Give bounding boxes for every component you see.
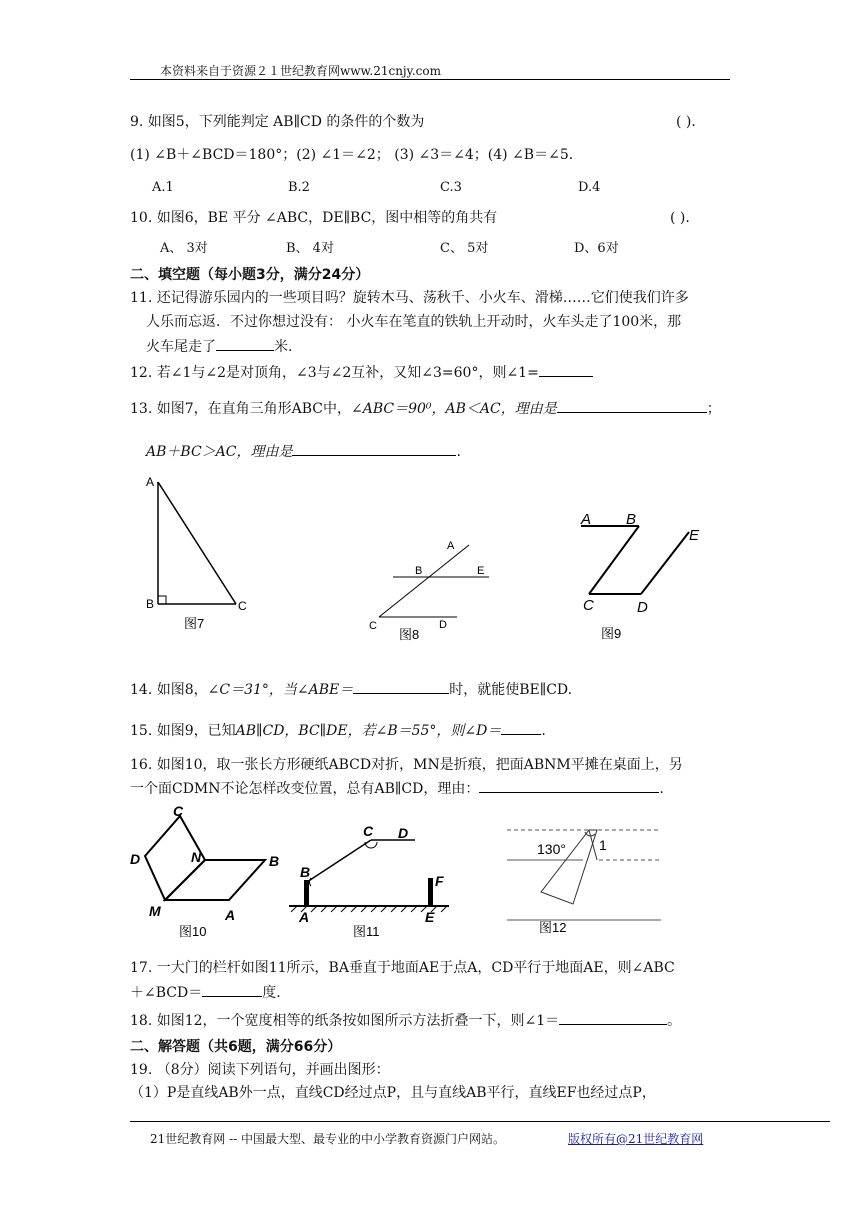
footer-copyright-link[interactable] <box>568 1130 703 1147</box>
q14-blank[interactable] <box>353 679 449 694</box>
q11-suffix: 米. <box>274 339 293 355</box>
q17-line2 <box>130 982 281 1003</box>
fig8-label-d: D <box>439 619 447 631</box>
q10-option-c: C、 5对 <box>440 241 489 256</box>
q13-inequality: AB＋BC＞AC，理由是 <box>146 444 293 460</box>
q9-option-c: C.3 <box>440 180 462 195</box>
fig9-caption: 图9 <box>601 626 622 641</box>
q17-prefix: ＋∠BCD＝ <box>130 985 203 1001</box>
q11-line3 <box>146 336 292 357</box>
fig8-caption: 图8 <box>399 627 420 642</box>
footer-rule <box>130 1121 830 1122</box>
q11-blank[interactable] <box>216 336 274 351</box>
fig7-side-ac <box>158 482 236 604</box>
fig7-label-a: A <box>146 475 155 489</box>
q13-blank-1[interactable] <box>557 398 707 413</box>
q10-stem: 10. 如图6，BE 平分 ∠ABC，DE∥BC，图中相等的角共有 <box>130 210 498 226</box>
q18-suffix: 。 <box>667 1013 682 1029</box>
q19-line2: （1）P是直线AB外一点，直线CD经过点P，且与直线AB平行，直线EF也经过点P， <box>130 1085 656 1101</box>
q16-blank[interactable] <box>479 778 659 793</box>
fig7-caption: 图7 <box>184 616 205 631</box>
fig10-label-c: C <box>173 803 184 819</box>
q14-condition: ∠C＝31°，当∠ABE＝ <box>207 682 354 698</box>
q13-conditions: ∠ABC＝90⁰，AB＜AC，理由是 <box>351 401 557 417</box>
q9-option-d: D.4 <box>578 180 601 195</box>
fig8-label-e: E <box>477 565 485 577</box>
q13-semicolon: ； <box>706 401 721 417</box>
fig8-label-a: A <box>447 540 455 552</box>
q9-paren: ( ). <box>676 114 696 130</box>
q16-text: 一个面CDMN不论怎样改变位置，总有AB∥CD，理由： <box>130 781 480 797</box>
fig12-angle-1-label: 1 <box>599 837 607 853</box>
q15-intro: 15. 如图9，已知 <box>130 723 236 739</box>
fig10-label-a: A <box>225 907 236 923</box>
q9-stem: 9. 如图5，下列能判定 AB∥CD 的条件的个数为 <box>130 114 425 130</box>
fig9-label-c: C <box>583 597 594 614</box>
q17-suffix: 度. <box>262 985 281 1001</box>
q9-option-b: B.2 <box>288 180 310 195</box>
fig10-label-n: N <box>191 849 202 865</box>
fig11-label-b: B <box>300 864 311 880</box>
q14-intro: 14. 如图8， <box>130 682 208 698</box>
q10-option-a: A、 3对 <box>160 241 208 256</box>
q13-line1 <box>130 398 721 419</box>
figure-9 <box>575 502 715 647</box>
footer-text: 21世纪教育网 -- 中国最大型、最专业的中小学教育资源门户网站。 <box>150 1132 506 1146</box>
q10-option-b: B、 4对 <box>286 241 334 256</box>
figure-12 <box>503 820 673 940</box>
q16-period: . <box>659 781 664 797</box>
footer-copyright-anchor[interactable]: 版权所有@21世纪教育网 <box>568 1132 704 1146</box>
fig8-transversal <box>379 545 469 617</box>
q9-conditions: (1) ∠B＋∠BCD＝180°；(2) ∠1＝∠2； (3) ∠3＝∠4；(4) ∠B＝∠5． <box>130 147 583 163</box>
q10-paren: ( ). <box>670 210 690 226</box>
fig9-label-b: B <box>626 511 637 528</box>
fig10-caption: 图10 <box>179 924 207 939</box>
fig12-caption: 图12 <box>539 920 567 935</box>
header-source: 本资料来自于资源２１世纪教育网www.21cnjy.com <box>160 64 441 78</box>
q15-period: . <box>541 723 546 739</box>
fig11-label-f: F <box>435 873 444 889</box>
fig11-label-d: D <box>398 825 409 841</box>
q17-line1: 17. 一大门的栏杆如图11所示，BA垂直于地面AE于点A，CD平行于地面AE，则∠ABC <box>130 960 675 976</box>
fig11-label-c: C <box>363 823 374 839</box>
header-rule <box>130 79 730 80</box>
fig9-line-de <box>641 532 689 594</box>
fig11-bar-bc <box>307 840 371 882</box>
fig11-label-e: E <box>425 909 435 925</box>
fig10-label-d: D <box>130 851 141 867</box>
fig10-label-m: M <box>149 903 161 919</box>
q14-line <box>130 679 572 700</box>
q16-line1: 16. 如图10，取一张长方形硬纸ABCD对折，MN是折痕，把面ABNM平摊在桌面上，另 <box>130 757 683 773</box>
q18-line <box>130 1010 681 1031</box>
q15-condition: AB∥CD，BC∥DE，若∠B＝55°，则∠D＝ <box>235 723 502 739</box>
fig9-label-d: D <box>637 599 648 616</box>
fig11-post-ef <box>428 878 433 906</box>
q18-text: 18. 如图12，一个宽度相等的纸条按如图所示方法折叠一下，则∠1＝ <box>130 1013 560 1029</box>
q17-blank[interactable] <box>202 982 262 997</box>
figure-8 <box>365 535 505 645</box>
fig7-label-b: B <box>146 597 155 611</box>
q12-text: 12. 若∠1与∠2是对顶角，∠3与∠2互补，又知∠3=60°，则∠1= <box>130 365 539 381</box>
q13-blank-2[interactable] <box>292 441 456 456</box>
section-fill-in-title: 二、填空题（每小题3分，满分24分） <box>130 267 370 283</box>
fig10-face-abnm <box>165 860 265 900</box>
fig9-label-e: E <box>689 527 700 544</box>
q15-line <box>130 720 546 741</box>
q12-blank[interactable] <box>539 362 593 377</box>
q11-prefix: 火车尾走了 <box>146 339 216 355</box>
figure-7 <box>140 470 250 640</box>
fig9-line-bc <box>589 526 639 594</box>
q15-blank[interactable] <box>501 720 541 735</box>
q19-line1: 19. （8分）阅读下列语句，并画出图形： <box>130 1062 390 1078</box>
fig8-label-b: B <box>415 565 423 577</box>
figure-10 <box>125 800 295 945</box>
fig9-label-a: A <box>581 511 592 528</box>
q13-intro: 13. 如图7，在直角三角形ABC中， <box>130 401 351 417</box>
fig7-label-c: C <box>238 599 247 613</box>
fig11-caption: 图11 <box>353 924 380 939</box>
q9-option-a: A.1 <box>152 180 174 195</box>
figure-11 <box>285 820 455 945</box>
section-solve-title: 二、解答题（共6题，满分66分） <box>130 1039 342 1055</box>
q13-period: . <box>456 444 461 460</box>
fig8-label-c: C <box>369 620 377 632</box>
fig7-right-angle-mark <box>158 596 166 604</box>
q16-line2 <box>130 778 664 799</box>
q13-line2 <box>146 441 461 462</box>
q11-line2: 人乐而忘返．不过你想过没有： 小火车在笔直的铁轨上开动时，火车头走了100米，那 <box>146 314 682 330</box>
fig11-post-ab <box>304 880 309 906</box>
fig12-angle-label: 130° <box>537 841 566 857</box>
q14-suffix: 时，就能使BE∥CD. <box>449 682 573 698</box>
q12-line <box>130 362 593 383</box>
q11-line1: 11. 还记得游乐园内的一些项目吗？旋转木马、荡秋千、小火车、滑梯……它们使我们许多 <box>130 290 689 306</box>
fig11-label-a: A <box>299 909 310 925</box>
q10-option-d: D、6对 <box>574 241 619 256</box>
fig10-label-b: B <box>269 853 280 869</box>
q18-blank[interactable] <box>559 1010 667 1025</box>
